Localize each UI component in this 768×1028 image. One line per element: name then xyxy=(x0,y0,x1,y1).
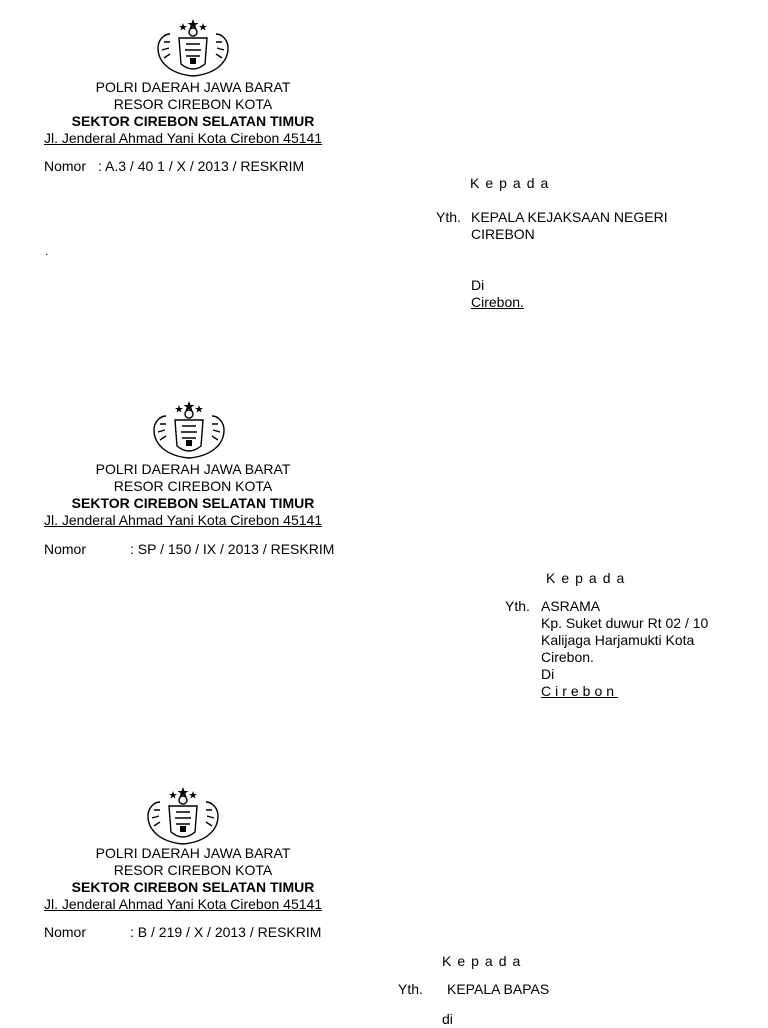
yth-label: Yth. xyxy=(436,209,461,225)
kepada-label: Kepada xyxy=(470,175,555,191)
org-name-line3: SEKTOR CIREBON SELATAN TIMUR xyxy=(71,113,315,129)
recipient-city: Cirebon xyxy=(541,683,619,699)
org-name-line2: RESOR CIREBON KOTA xyxy=(113,96,273,112)
org-name-line2: RESOR CIREBON KOTA xyxy=(113,478,273,494)
yth-label: Yth. xyxy=(505,598,530,614)
nomor-value: : B / 219 / X / 2013 / RESKRIM xyxy=(130,924,322,940)
nomor-label: Nomor xyxy=(44,158,87,174)
nomor-value: : A.3 / 40 1 / X / 2013 / RESKRIM xyxy=(98,158,305,174)
police-emblem-logo xyxy=(142,786,224,848)
org-name-line1: POLRI DAERAH JAWA BARAT xyxy=(95,845,291,861)
org-name-line1: POLRI DAERAH JAWA BARAT xyxy=(95,461,291,477)
police-emblem-logo xyxy=(148,400,230,462)
stray-mark: . xyxy=(45,244,49,258)
di-label: Di xyxy=(541,666,555,682)
police-emblem-logo xyxy=(152,18,234,80)
org-address: Jl. Jenderal Ahmad Yani Kota Cirebon 45141 xyxy=(44,130,323,146)
nomor-label: Nomor xyxy=(44,541,87,557)
kepada-label: Kepada xyxy=(442,953,527,969)
org-name-line3: SEKTOR CIREBON SELATAN TIMUR xyxy=(71,495,315,511)
yth-label: Yth. xyxy=(398,981,423,997)
recipient-line: CIREBON xyxy=(471,226,535,242)
recipient-line: Kalijaga Harjamukti Kota xyxy=(541,632,695,648)
org-address: Jl. Jenderal Ahmad Yani Kota Cirebon 45141 xyxy=(44,512,323,528)
nomor-label: Nomor xyxy=(44,924,87,940)
di-label: Di xyxy=(471,277,485,293)
recipient-line: KEPALA KEJAKSAAN NEGERI xyxy=(471,209,668,225)
recipient-city: Cirebon. xyxy=(471,294,524,310)
kepada-label: Kepada xyxy=(546,570,631,586)
recipient-line: Cirebon. xyxy=(541,649,594,665)
org-name-line1: POLRI DAERAH JAWA BARAT xyxy=(95,79,291,95)
org-name-line2: RESOR CIREBON KOTA xyxy=(113,862,273,878)
recipient-line: ASRAMA xyxy=(541,598,601,614)
recipient-line: KEPALA BAPAS xyxy=(447,981,550,997)
nomor-value: : SP / 150 / IX / 2013 / RESKRIM xyxy=(130,541,335,557)
org-address: Jl. Jenderal Ahmad Yani Kota Cirebon 45141 xyxy=(44,896,323,912)
org-name-line3: SEKTOR CIREBON SELATAN TIMUR xyxy=(71,879,315,895)
recipient-line: Kp. Suket duwur Rt 02 / 10 xyxy=(541,615,709,631)
di-label: di xyxy=(442,1011,453,1027)
